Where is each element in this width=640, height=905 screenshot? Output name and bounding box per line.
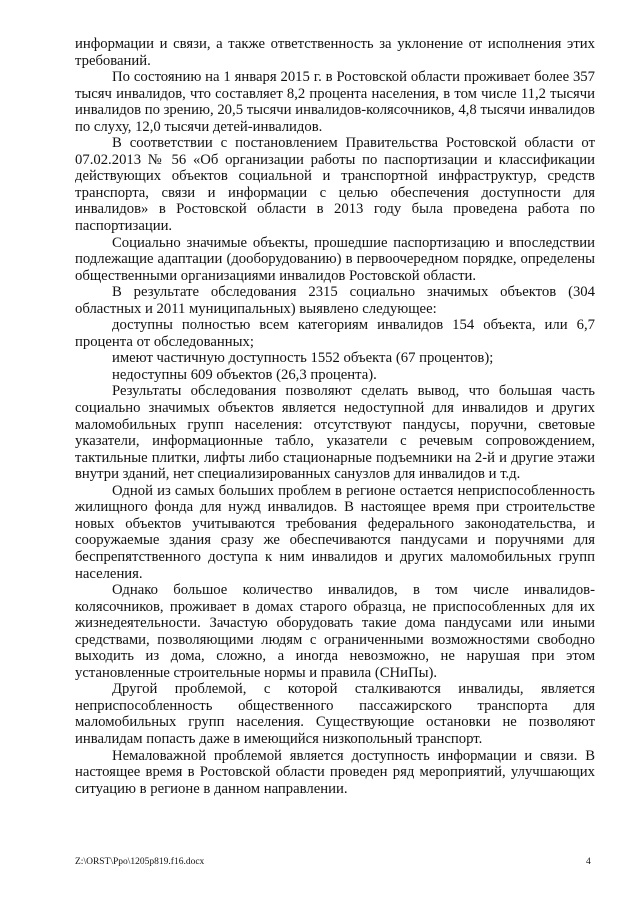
paragraph-housing-problem: Одной из самых больших проблем в регионе остается неприспособленность жилищного фонда для нужд инвалидов. В настоящее время при строительстве новых объектов учитываются требования федерального законодательства, и сооружаемые здания сразу же обеспечиваются пандусами и поручнями для беспрепятственного доступа к ним инвалидов и других маломобильных групп населения. <box>75 482 595 582</box>
list-item-fully-accessible: доступны полностью всем категориям инвалидов 154 объекта, или 6,7 процента от обследованных; <box>75 317 595 350</box>
paragraph-resolution: В соответствии с постановлением Правительства Ростовской области от 07.02.2013 № 56 «Об организации работы по паспортизации и классификации действующих объектов социальной и транспортной инфраструктур, средств транспорта, связи и информации с целью обеспечения доступности для инвалидов» в Ростовской области в 2013 году была проведена работа по паспортизации. <box>75 135 595 235</box>
footer-file-path: Z:\ORST\Ppo\1205p819.f16.docx <box>75 857 205 867</box>
paragraph-survey-results: В результате обследования 2315 социально значимых объектов (304 областных и 2011 муниципальных) выявлено следующее: <box>75 284 595 317</box>
list-item-partially-accessible: имеют частичную доступность 1552 объекта (67 процентов); <box>112 350 494 367</box>
paragraph-population-stats: По состоянию на 1 января 2015 г. в Ростовской области проживает более 357 тысяч инвалидов, что составляет 8,2 процента населения, в том числе 11,2 тысячи инвалидов по зрению, 20,5 тысячи инвалидов-колясочников, 4,8 тысячи инвалидов по слуху, 12,0 тысячи детей-инвалидов. <box>75 69 595 135</box>
paragraph-conclusion: Результаты обследования позволяют сделать вывод, что большая часть социально значимых объектов является недоступной для инвалидов и других маломобильных групп населения: отсутствуют пандусы, поручни, световые указатели, информационные табло, указатели с речевым сопровождением, тактильные плитки, лифты либо стационарные подъемники на 2-й и другие этажи внутри зданий, нет специализированных санузлов для инвалидов и т.д. <box>75 383 595 483</box>
document-body <box>75 36 595 797</box>
page-number: 4 <box>586 857 591 867</box>
paragraph-transport-problem: Другой проблемой, с которой сталкиваются инвалиды, является неприспособленность общественного пассажирского транспорта для маломобильных групп населения. Существующие остановки не позволяют инвалидам попасть даже в имеющийся низкопольный транспорт. <box>75 681 595 747</box>
paragraph-information-access: Немаловажной проблемой является доступность информации и связи. В настоящее время в Ростовской области проведен ряд мероприятий, улучшающих ситуацию в регионе в данном направлении. <box>75 747 595 797</box>
paragraph-significant-objects: Социально значимые объекты, прошедшие паспортизацию и впоследствии подлежащие адаптации (дооборудованию) в первоочередном порядке, определены общественными организациями инвалидов Ростовской области. <box>75 234 595 284</box>
paragraph-old-housing: Однако большое количество инвалидов, в том числе инвалидов-колясочников, проживает в домах старого образца, не приспособленных для их жизнедеятельности. Зачастую оборудовать такие дома пандусами или иными средствами, позволяющими людям с ограниченными возможностями свободно выходить из дома, сложно, а иногда невозможно, не нарушая при этом установленные строительные нормы и правила (СНиПы). <box>75 582 595 681</box>
paragraph-continuation: информации и связи, а также ответственность за уклонение от исполнения этих требований. <box>75 36 595 69</box>
list-item-inaccessible: недоступны 609 объектов (26,3 процента). <box>112 366 377 383</box>
